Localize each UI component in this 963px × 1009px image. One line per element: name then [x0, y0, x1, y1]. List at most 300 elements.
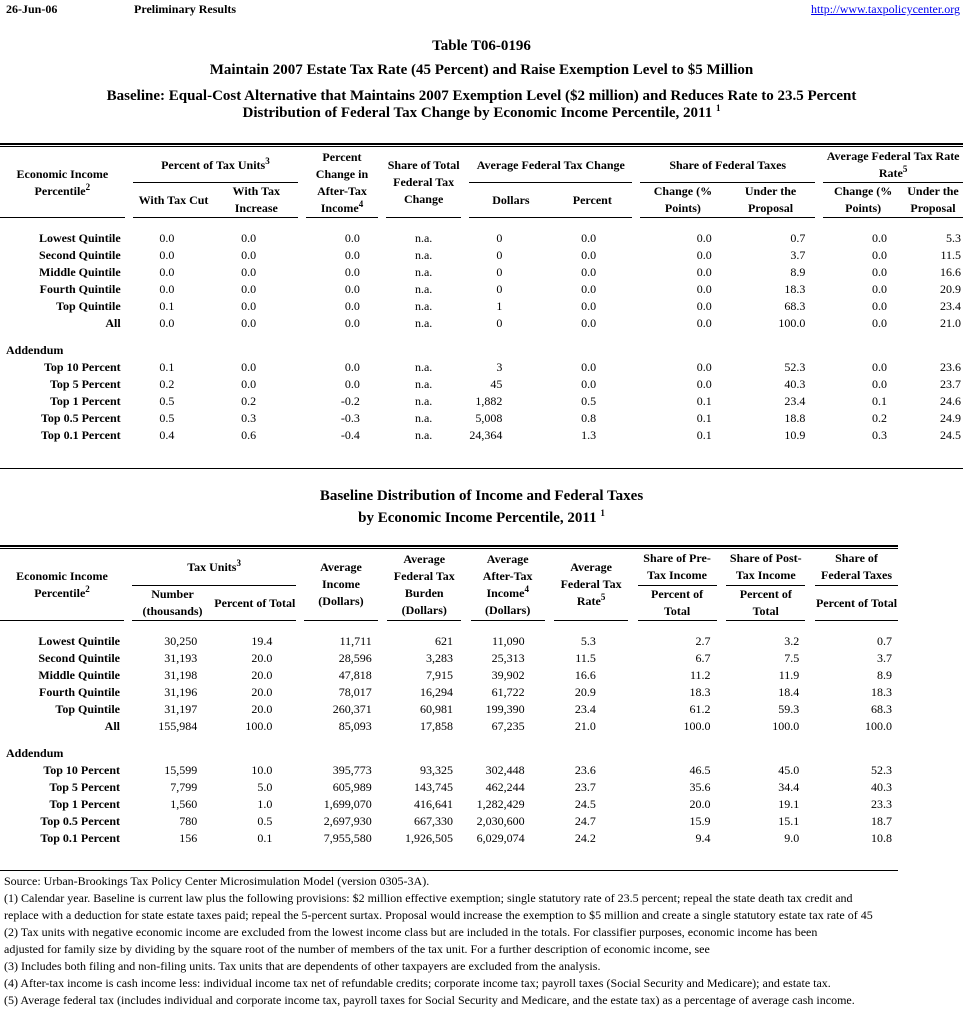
- footnote-4: (4) After-tax income is cash income less: individual income tax net of refundable credits; corporate income tax; payroll taxes (Social Security and Medicare); and estate tax.: [4, 976, 831, 990]
- cell-cut: 0.0: [159, 265, 175, 279]
- cell-rate-under: 23.6: [940, 360, 961, 374]
- cell-dollars: 24,364: [469, 428, 503, 442]
- cell-burden: 416,641: [414, 797, 454, 811]
- row-label: Top 1 Percent: [49, 797, 121, 811]
- cell-pre: 20.0: [689, 797, 711, 811]
- table-row: [0, 650, 898, 667]
- col-header-share-fed-taxes: Share of Federal Taxes: [640, 148, 815, 183]
- cell-burden: 143,745: [414, 780, 454, 794]
- cell-rate: 21.0: [574, 719, 596, 733]
- cell-pre: 100.0: [683, 719, 711, 733]
- spacer-cell: [296, 762, 304, 779]
- spacer-cell: [298, 315, 306, 332]
- cell-share-under: 68.3: [784, 299, 806, 313]
- spacer-cell: [545, 796, 555, 813]
- cell-rate: 23.4: [574, 702, 596, 716]
- spacer-cell: [378, 281, 386, 298]
- cell-post: 100.0: [772, 719, 800, 733]
- cell-after-tax: -0.2: [340, 394, 360, 408]
- row-label: Fourth Quintile: [39, 685, 121, 699]
- footnotes: [4, 873, 963, 1009]
- cell-share-under: 18.3: [784, 282, 806, 296]
- spacer-cell: [717, 779, 727, 796]
- spacer-cell: [461, 718, 471, 735]
- distribution-table: [0, 148, 963, 444]
- cell-share-under: 18.8: [784, 411, 806, 425]
- cell-number: 156: [179, 831, 198, 845]
- spacer-cell: [378, 762, 388, 779]
- col-header-share-fed-taxes: Share of Federal Taxes: [815, 549, 898, 586]
- cell-pct: 19.4: [251, 634, 273, 648]
- spacer-cell: [378, 359, 386, 376]
- spacer-cell: [124, 779, 132, 796]
- cell-share-change: 0.1: [696, 394, 712, 408]
- col-header-tax-units: Tax Units$^3$: [132, 549, 297, 586]
- cell-after-tax: 6,029,074: [476, 831, 525, 845]
- col-header-rate-under: Under the Proposal: [903, 183, 963, 218]
- cell-after-tax: 1,282,429: [476, 797, 525, 811]
- cell-after-tax: 0.0: [344, 265, 360, 279]
- spacer-cell: [124, 813, 132, 830]
- spacer-cell: [815, 315, 823, 332]
- spacer-cell: [461, 247, 469, 264]
- table-row: [0, 410, 963, 427]
- cell-income: 395,773: [332, 763, 372, 777]
- spacer-cell: [628, 762, 638, 779]
- row-label: Fourth Quintile: [39, 282, 121, 296]
- spacer-cell: [717, 684, 727, 701]
- spacer-cell: [125, 427, 133, 444]
- table-row: [0, 264, 963, 281]
- cell-number: 155,984: [158, 719, 198, 733]
- spacer-cell: [378, 393, 386, 410]
- cell-rate: 5.3: [580, 634, 596, 648]
- table-row: [0, 315, 963, 332]
- cell-pct: 0.1: [257, 831, 273, 845]
- cell-pre: 35.6: [689, 780, 711, 794]
- spacer-cell: [632, 359, 640, 376]
- cell-rate-under: 20.9: [940, 282, 961, 296]
- cell-rate-under: 11.5: [940, 248, 961, 262]
- spacer-cell: [545, 779, 555, 796]
- spacer-cell: [717, 762, 727, 779]
- table-row: [0, 247, 963, 264]
- cell-inc: 0.0: [241, 248, 257, 262]
- cell-pct: 20.0: [251, 651, 273, 665]
- cell-cut: 0.2: [159, 377, 175, 391]
- spacer-cell: [378, 701, 388, 718]
- cell-burden: 93,325: [420, 763, 454, 777]
- spacer-cell: [545, 684, 555, 701]
- cell-number: 31,197: [164, 702, 198, 716]
- spacer-cell: [632, 281, 640, 298]
- cell-taxes: 18.3: [871, 685, 892, 699]
- spacer-cell: [805, 796, 815, 813]
- cell-share-under: 100.0: [778, 316, 806, 330]
- col-header-pct-change-after-tax: Percent Change in After-Tax Income$^4$: [306, 148, 378, 218]
- cell-pct: 1.0: [257, 797, 273, 811]
- cell-rate-change: 0.1: [871, 394, 887, 408]
- spacer-cell: [815, 298, 823, 315]
- spacer-cell: [805, 650, 815, 667]
- spacer-cell: [461, 762, 471, 779]
- table2-bottom-rule: [0, 870, 898, 871]
- spacer-cell: [378, 650, 388, 667]
- cell-share-change: 0.0: [696, 282, 712, 296]
- spacer-cell: [124, 701, 132, 718]
- cell-pre: 6.7: [695, 651, 711, 665]
- cell-number: 31,196: [164, 685, 198, 699]
- cell-taxes: 3.7: [877, 651, 892, 665]
- col-header-fed-taxes-pct: Percent of Total: [815, 586, 898, 621]
- cell-number: 31,193: [164, 651, 198, 665]
- spacer-cell: [628, 667, 638, 684]
- cell-rate-change: 0.0: [871, 377, 887, 391]
- spacer-cell: [632, 427, 640, 444]
- cell-burden: 621: [435, 634, 454, 648]
- cell-pct: 20.0: [251, 702, 273, 716]
- row-label: Top 10 Percent: [43, 763, 121, 777]
- cell-taxes: 40.3: [871, 780, 892, 794]
- cell-pre: 46.5: [689, 763, 711, 777]
- col-header-share-under: Under the Proposal: [726, 183, 816, 218]
- cell-post: 59.3: [778, 702, 800, 716]
- row-label: All: [104, 719, 121, 733]
- cell-taxes: 10.8: [871, 831, 892, 845]
- col-header-share-post-tax: Share of Post-Tax Income: [726, 549, 805, 586]
- spacer-cell: [632, 315, 640, 332]
- cell-share-change: 0.0: [696, 316, 712, 330]
- cell-share-change: 0.0: [696, 360, 712, 374]
- cell-share-change: 0.1: [696, 411, 712, 425]
- spacer-cell: [805, 667, 815, 684]
- spacer-cell: [461, 701, 471, 718]
- spacer-cell: [461, 667, 471, 684]
- cell-rate-under: 5.3: [946, 231, 961, 245]
- row-label: Top Quintile: [56, 299, 121, 313]
- col-header-percent-of-total: Percent of Total: [213, 586, 296, 621]
- cell-rate-change: 0.0: [871, 248, 887, 262]
- cell-rate: 20.9: [574, 685, 596, 699]
- spacer-cell: [815, 393, 823, 410]
- spacer-cell: [296, 830, 304, 847]
- spacer-cell: [815, 281, 823, 298]
- cell-dollars: 0: [496, 316, 503, 330]
- source-note: Source: Urban-Brookings Tax Policy Center Microsimulation Model (version 0305-3A).: [4, 874, 430, 888]
- cell-income: 260,371: [332, 702, 372, 716]
- spacer-cell: [125, 247, 133, 264]
- cell-inc: 0.0: [241, 360, 257, 374]
- cell-pct: 5.0: [257, 780, 273, 794]
- row-label: Top 0.5 Percent: [41, 411, 121, 425]
- spacer-cell: [124, 650, 132, 667]
- cell-share: n.a.: [414, 248, 433, 262]
- cell-rate-under: 24.9: [940, 411, 961, 425]
- spacer-cell: [461, 410, 469, 427]
- spacer-cell: [461, 359, 469, 376]
- col-header-tax-units: Percent of Tax Units$^3$: [133, 148, 299, 183]
- cell-rate-change: 0.0: [871, 316, 887, 330]
- spacer-cell: [378, 830, 388, 847]
- spacer-cell: [378, 796, 388, 813]
- spacer-cell: [628, 796, 638, 813]
- spacer-cell: [805, 701, 815, 718]
- cell-after-tax: 11,090: [492, 634, 525, 648]
- cell-rate-change: 0.0: [871, 231, 887, 245]
- table2-top-rule: [0, 545, 898, 547]
- cell-inc: 0.0: [241, 231, 257, 245]
- cell-share-under: 52.3: [784, 360, 806, 374]
- cell-burden: 16,294: [420, 685, 454, 699]
- cell-rate-under: 21.0: [940, 316, 961, 330]
- spacer-cell: [296, 667, 304, 684]
- spacer-cell: [805, 813, 815, 830]
- col-header-percent: Percent: [552, 183, 632, 218]
- cell-after-tax: -0.3: [340, 411, 360, 425]
- spacer-cell: [378, 410, 386, 427]
- cell-dollars: 0: [496, 282, 503, 296]
- cell-rate-change: 0.3: [871, 428, 887, 442]
- cell-burden: 7,915: [426, 668, 454, 682]
- cell-after-tax: 0.0: [344, 248, 360, 262]
- cell-rate: 24.5: [574, 797, 596, 811]
- cell-post: 34.4: [778, 780, 800, 794]
- spacer-cell: [632, 410, 640, 427]
- cell-income: 1,699,070: [323, 797, 372, 811]
- spacer-cell: [717, 796, 727, 813]
- cell-share-change: 0.0: [696, 377, 712, 391]
- cell-taxes: 52.3: [871, 763, 892, 777]
- cell-rate: 24.7: [574, 814, 596, 828]
- spacer-cell: [378, 376, 386, 393]
- spacer-cell: [378, 230, 386, 247]
- cell-cut: 0.1: [159, 360, 175, 374]
- cell-share: n.a.: [414, 231, 433, 245]
- cell-rate: 24.2: [574, 831, 596, 845]
- cell-taxes: 23.3: [871, 797, 892, 811]
- cell-income: 2,697,930: [323, 814, 372, 828]
- report-date: 26-Jun-06: [6, 2, 58, 16]
- row-label: Top 5 Percent: [50, 377, 121, 391]
- tpc-website-link[interactable]: http://www.taxpolicycenter.org: [811, 2, 960, 16]
- table-row: [0, 684, 898, 701]
- cell-share: n.a.: [414, 282, 433, 296]
- spacer-cell: [805, 633, 815, 650]
- spacer-cell: [378, 264, 386, 281]
- cell-income: 11,711: [339, 634, 372, 648]
- cell-share-change: 0.0: [696, 231, 712, 245]
- cell-rate-change: 0.0: [871, 360, 887, 374]
- col-header-avg-after-tax-income: Average After-Tax Income$^4$ (Dollars): [471, 549, 545, 621]
- cell-share-under: 40.3: [784, 377, 806, 391]
- cell-cut: 0.5: [159, 411, 175, 425]
- spacer-cell: [632, 376, 640, 393]
- cell-after-tax: 0.0: [344, 316, 360, 330]
- spacer-cell: [298, 247, 306, 264]
- cell-rate: 23.6: [574, 763, 596, 777]
- spacer-cell: [378, 633, 388, 650]
- spacer-cell: [461, 779, 471, 796]
- spacer-cell: [628, 813, 638, 830]
- baseline-table: [0, 549, 898, 847]
- cell-burden: 17,858: [420, 719, 454, 733]
- footnote-1-cont: replace with a deduction for state estate taxes paid; repeal the 5-percent surtax. Proposal would increase the exemption to $5 million and create a single statutory estate tax rate of 45: [4, 908, 873, 922]
- cell-after-tax: 61,722: [491, 685, 525, 699]
- cell-percent: 0.5: [581, 394, 597, 408]
- cell-number: 30,250: [164, 634, 198, 648]
- cell-after-tax: 67,235: [491, 719, 525, 733]
- spacer-cell: [124, 684, 132, 701]
- distribution-title: Distribution of Federal Tax Change by Economic Income Percentile, 2011 $^1$: [242, 103, 721, 121]
- spacer-cell: [805, 718, 815, 735]
- cell-pct: 0.5: [257, 814, 273, 828]
- cell-inc: 0.0: [241, 316, 257, 330]
- table-row: [0, 701, 898, 718]
- table-id: Table T06-0196: [432, 38, 531, 54]
- spacer-cell: [815, 230, 823, 247]
- spacer-cell: [125, 359, 133, 376]
- cell-pre: 61.2: [689, 702, 711, 716]
- cell-burden: 60,981: [420, 702, 454, 716]
- spacer-cell: [461, 230, 469, 247]
- cell-rate-under: 23.4: [940, 299, 961, 313]
- cell-inc: 0.3: [241, 411, 257, 425]
- spacer-cell: [717, 830, 727, 847]
- spacer-cell: [298, 230, 306, 247]
- cell-after-tax: 0.0: [344, 282, 360, 296]
- row-label: Middle Quintile: [38, 668, 121, 682]
- cell-pre: 15.9: [689, 814, 711, 828]
- spacer-cell: [805, 779, 815, 796]
- table1-bottom-rule: [0, 468, 963, 469]
- cell-share: n.a.: [414, 428, 433, 442]
- cell-percent: 0.0: [581, 231, 597, 245]
- spacer-cell: [296, 684, 304, 701]
- col-header-avg-tax-rate: Average Federal Tax Rate$^5$: [554, 549, 627, 621]
- spacer-cell: [628, 779, 638, 796]
- cell-cut: 0.0: [159, 316, 175, 330]
- table1-top-rule: [0, 143, 963, 145]
- cell-number: 15,599: [164, 763, 198, 777]
- cell-cut: 0.1: [159, 299, 175, 313]
- table-row: [0, 230, 963, 247]
- spacer-cell: [461, 298, 469, 315]
- spacer-cell: [298, 393, 306, 410]
- cell-cut: 0.0: [159, 282, 175, 296]
- spacer-cell: [545, 762, 555, 779]
- cell-percent: 0.8: [581, 411, 597, 425]
- spacer-cell: [125, 410, 133, 427]
- cell-after-tax: 199,390: [485, 702, 525, 716]
- footnote-5: (5) Average federal tax (includes individual and corporate income tax, payroll taxes for Social Security and Medicare, and the estate tax) as a percentage of average cash income.: [4, 993, 855, 1007]
- cell-burden: 1,926,505: [405, 831, 454, 845]
- spacer-cell: [296, 718, 304, 735]
- row-label: Top Quintile: [55, 702, 121, 716]
- cell-rate: 16.6: [574, 668, 596, 682]
- cell-inc: 0.0: [241, 299, 257, 313]
- cell-rate: 11.5: [575, 651, 596, 665]
- spacer-cell: [124, 762, 132, 779]
- cell-percent: 0.0: [581, 265, 597, 279]
- cell-share: n.a.: [414, 394, 433, 408]
- cell-percent: 1.3: [581, 428, 597, 442]
- spacer-cell: [298, 264, 306, 281]
- row-label: All: [105, 316, 121, 330]
- cell-taxes: 100.0: [865, 719, 892, 733]
- col-header-percentile: Economic Income Percentile$^2$: [0, 549, 124, 621]
- spacer-cell: [815, 247, 823, 264]
- spacer-cell: [378, 315, 386, 332]
- spacer-cell: [125, 315, 133, 332]
- table-row: [0, 376, 963, 393]
- spacer-cell: [298, 281, 306, 298]
- table-row: [0, 667, 898, 684]
- table-row: [0, 762, 898, 779]
- cell-burden: 667,330: [414, 814, 454, 828]
- cell-post: 15.1: [778, 814, 800, 828]
- cell-rate-under: 16.6: [940, 265, 961, 279]
- footnote-1: (1) Calendar year. Baseline is current law plus the following provisions: $2 million effective exemption; single statutory rate of 23.5 percent; repeal the state death tax credit and: [4, 891, 853, 905]
- cell-number: 7,799: [170, 780, 198, 794]
- cell-post: 3.2: [784, 634, 800, 648]
- cell-pct: 100.0: [245, 719, 273, 733]
- cell-pre: 9.4: [695, 831, 711, 845]
- spacer-cell: [632, 247, 640, 264]
- spacer-cell: [628, 718, 638, 735]
- spacer-cell: [815, 264, 823, 281]
- cell-after-tax: 302,448: [485, 763, 525, 777]
- baseline-table-title: Baseline Distribution of Income and Federal Taxes: [319, 488, 644, 504]
- spacer-cell: [545, 650, 555, 667]
- spacer-cell: [461, 376, 469, 393]
- cell-dollars: 0: [496, 248, 503, 262]
- cell-number: 31,198: [164, 668, 198, 682]
- col-header-with-tax-cut: With Tax Cut: [133, 183, 215, 218]
- cell-income: 78,017: [338, 685, 372, 699]
- cell-dollars: 0: [496, 231, 503, 245]
- spacer-cell: [805, 762, 815, 779]
- spacer-cell: [717, 633, 727, 650]
- col-header-avg-tax-burden: Average Federal Tax Burden (Dollars): [387, 549, 461, 621]
- spacer-cell: [717, 650, 727, 667]
- spacer-cell: [461, 315, 469, 332]
- cell-share: n.a.: [414, 360, 433, 374]
- table-row: [0, 718, 898, 735]
- spacer-cell: [125, 264, 133, 281]
- cell-after-tax: -0.4: [340, 428, 360, 442]
- spacer-cell: [378, 813, 388, 830]
- addendum-label: Addendum: [6, 746, 64, 760]
- footnote-ref: 1: [715, 103, 721, 113]
- row-label: Top 5 Percent: [49, 780, 121, 794]
- col-header-number: Number (thousands): [132, 586, 213, 621]
- cell-share-under: 3.7: [790, 248, 806, 262]
- preliminary-label: Preliminary Results: [134, 2, 237, 16]
- cell-percent: 0.0: [581, 316, 597, 330]
- spacer-cell: [628, 684, 638, 701]
- spacer-cell: [298, 376, 306, 393]
- cell-share: n.a.: [414, 265, 433, 279]
- table-row: [0, 393, 963, 410]
- cell-income: 28,596: [338, 651, 372, 665]
- spacer-cell: [461, 393, 469, 410]
- cell-pre: 18.3: [689, 685, 711, 699]
- proposal-title: Maintain 2007 Estate Tax Rate (45 Percent) and Raise Exemption Level to $5 Million: [209, 62, 754, 78]
- cell-cut: 0.5: [159, 394, 175, 408]
- spacer-cell: [461, 264, 469, 281]
- spacer-cell: [378, 779, 388, 796]
- cell-taxes: 8.9: [877, 668, 892, 682]
